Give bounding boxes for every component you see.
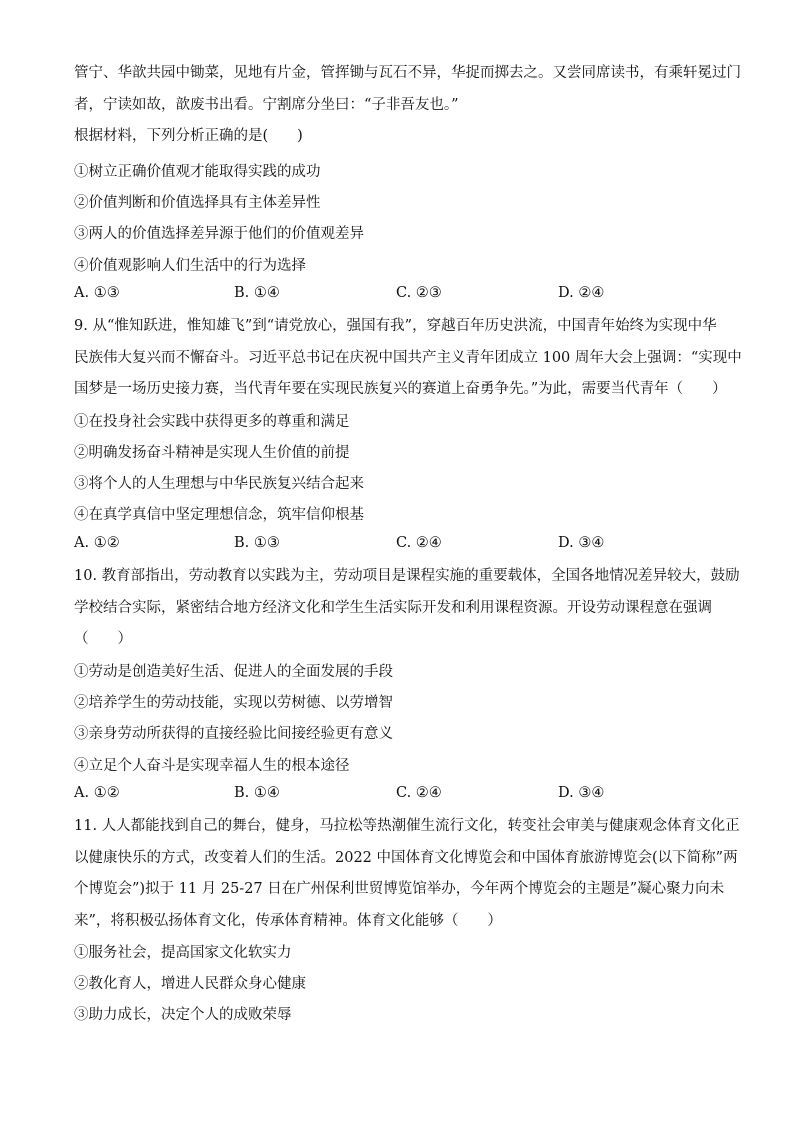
- q8-choices: [74, 285, 724, 309]
- q8-material: [74, 58, 741, 153]
- q10-line-2: 学校结合实际，紧密结合地方经济文化和学生生活实际开发和利用课程资源。开设劳动课程意在强调: [74, 599, 712, 616]
- q11-line-3: 个博览会”)拟于 11 月 25-27 日在广州保利世贸博览馆举办，今年两个博览会的主题是”凝心聚力向未: [74, 881, 725, 897]
- q10-choice-c[interactable]: C. ②④: [396, 785, 442, 801]
- q9-line-3: 国梦是一场历史接力赛，当代青年要在实现民族复兴的赛道上奋勇争先。”为此，需要当代青年（ ）: [74, 381, 727, 397]
- q9-statement-2: ②明确发扬奋斗精神是实现人生价值的前提: [74, 445, 350, 461]
- q9-choice-a[interactable]: A. ①②: [74, 535, 120, 551]
- q9-line-1: 9. 从“惟知跃进，惟知雄飞”到“请党放心，强国有我”，穿越百年历史洪流，中国青年始终为实现中华: [74, 318, 717, 334]
- q10-line-3: （ ）: [74, 631, 132, 647]
- q8-statement-3: ③两人的价值选择差异源于他们的价值观差异: [74, 226, 364, 242]
- q9-line-2: 民族伟大复兴而不懈奋斗。习近平总书记在庆祝中国共产主义青年团成立 100 周年大会上强调：“实现中: [74, 349, 742, 366]
- q9-choice-b[interactable]: B. ①③: [234, 535, 280, 551]
- q11-line-2: 以健康快乐的方式，改变着人们的生活。2022 中国体育文化博览会和中国体育旅游博览会(以下简称”两: [74, 849, 738, 866]
- q10-choice-d[interactable]: D. ③④: [558, 785, 605, 801]
- q10-choice-a[interactable]: A. ①②: [74, 785, 120, 801]
- q8-statement-2: ②价值判断和价值选择具有主体差异性: [74, 195, 321, 211]
- q10-line-1: 10. 教育部指出，劳动教育以实践为主，劳动项目是课程实施的重要载体，全国各地情况差异较大，鼓励: [74, 568, 740, 584]
- q9-statement-1: ①在投身社会实践中获得更多的尊重和满足: [74, 414, 350, 430]
- q8-choice-b[interactable]: B. ①④: [234, 285, 280, 301]
- q10-stem: [74, 561, 740, 656]
- q8-choice-a[interactable]: A. ①③: [74, 285, 120, 301]
- q9-statement-4: ④在真学真信中坚定理想信念，筑牢信仰根基: [74, 507, 364, 523]
- q11-statement-2: ②教化育人，增进人民群众身心健康: [74, 976, 306, 992]
- q9-statement-3: ③将个人的人生理想与中华民族复兴结合起来: [74, 476, 364, 492]
- q10-statement-2: ②培养学生的劳动技能，实现以劳树德、以劳增智: [74, 695, 393, 711]
- q8-prompt: 根据材料，下列分析正确的是( ): [74, 128, 303, 144]
- q11-statement-1: ①服务社会，提高国家文化软实力: [74, 945, 292, 961]
- q10-statement-3: ③亲身劳动所获得的直接经验比间接经验更有意义: [74, 726, 393, 742]
- q9-choice-d[interactable]: D. ③④: [558, 535, 605, 551]
- q10-choice-b[interactable]: B. ①④: [234, 785, 280, 801]
- q11-stem: [74, 811, 740, 937]
- q8-line-2: 者，宁读如故，歆废书出看。宁割席分坐曰：“子非吾友也。”: [74, 96, 459, 113]
- q9-choices: [74, 535, 724, 559]
- q8-statement-4: ④价值观影响人们生活中的行为选择: [74, 258, 306, 274]
- q10-statement-1: ①劳动是创造美好生活、促进人的全面发展的手段: [74, 664, 393, 680]
- q11-statement-3: ③助力成长，决定个人的成败荣辱: [74, 1007, 292, 1023]
- q10-statement-4: ④立足个人奋斗是实现幸福人生的根本途径: [74, 758, 350, 774]
- q9-stem: [74, 311, 742, 406]
- q9-choice-c[interactable]: C. ②④: [396, 535, 442, 551]
- q8-choice-c[interactable]: C. ②③: [396, 285, 442, 301]
- q8-line-1: 管宁、华歆共园中锄菜，见地有片金，管挥锄与瓦石不异，华捉而掷去之。又尝同席读书，有乘轩冕过门: [74, 65, 741, 81]
- q11-line-1: 11. 人人都能找到自己的舞台，健身，马拉松等热潮催生流行文化，转变社会审美与健康观念体育文化正: [74, 818, 740, 834]
- q10-choices: [74, 785, 724, 809]
- q11-line-4: 来”，将积极弘扬体育文化，传承体育精神。体育文化能够（ ）: [74, 912, 502, 929]
- q8-choice-d[interactable]: D. ②④: [558, 285, 605, 301]
- q8-statement-1: ①树立正确价值观才能取得实践的成功: [74, 164, 321, 180]
